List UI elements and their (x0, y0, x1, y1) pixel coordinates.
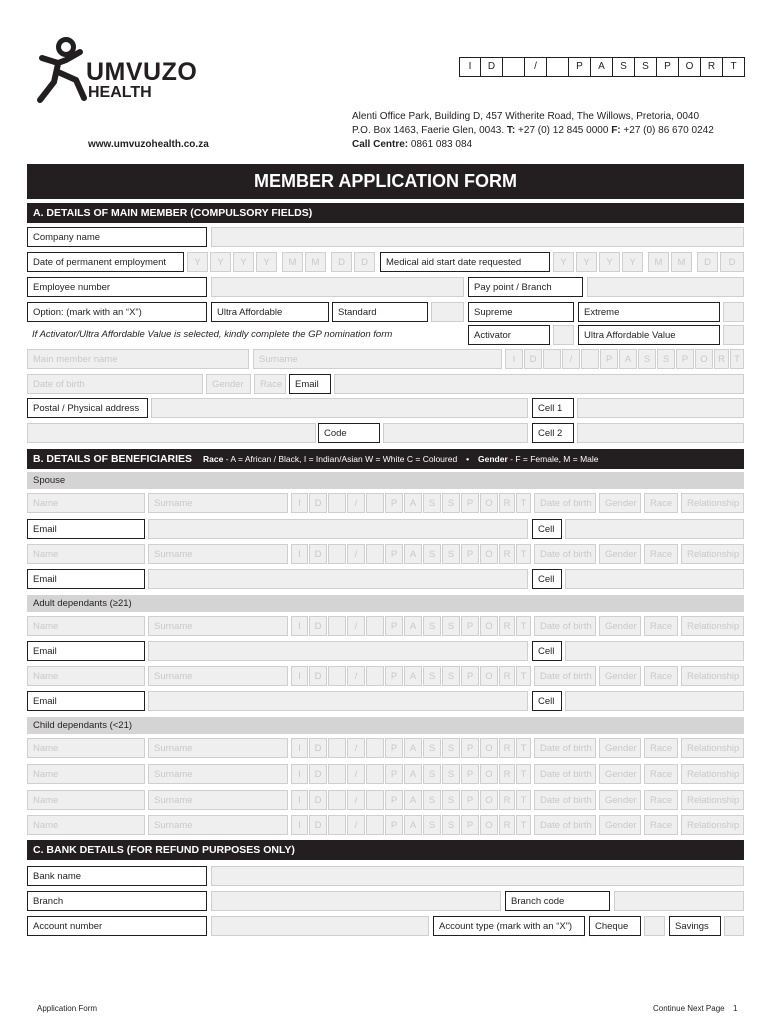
ben-id-cell[interactable]: P (385, 790, 403, 810)
ben-id-cell[interactable]: S (442, 493, 460, 513)
account-number-input[interactable] (211, 916, 429, 936)
ben-id-cell[interactable]: D (309, 764, 327, 784)
ben-id-cell[interactable] (366, 790, 384, 810)
ben-id-cell[interactable]: A (404, 544, 422, 564)
ben-id-cell[interactable]: D (309, 666, 327, 686)
child-dependants-heading: Child dependants (<21) (27, 717, 744, 734)
main-member-email-input[interactable] (334, 374, 744, 394)
main-member-dob-input[interactable]: Date of birth (27, 374, 203, 394)
medical-start-cell[interactable]: M (648, 252, 669, 272)
ben-email-input[interactable] (148, 691, 528, 711)
ben-id-cell[interactable]: D (309, 616, 327, 636)
ben-id-cell[interactable]: R (499, 764, 515, 784)
ben-id-cell[interactable]: P (461, 616, 479, 636)
ben-surname[interactable]: Surname (148, 764, 288, 784)
ben-id-cell[interactable] (366, 815, 384, 835)
ben-id-cell[interactable]: D (309, 738, 327, 758)
id-char[interactable]: O (679, 57, 701, 77)
brand-name: UMVUZO (86, 58, 198, 86)
company-name-input[interactable] (211, 227, 744, 247)
ben-relationship[interactable]: Relationship (681, 493, 744, 513)
ben-gender[interactable]: Gender (599, 493, 641, 513)
ben-id-cell[interactable]: P (385, 544, 403, 564)
date-perm-label: Date of permanent employment (27, 252, 184, 272)
ben-surname[interactable]: Surname (148, 666, 288, 686)
mm-id-cell[interactable]: O (695, 349, 713, 369)
ben-cell-label: Cell (532, 691, 562, 711)
ben-id-cell[interactable]: S (423, 616, 441, 636)
ben-id-cell[interactable]: I (291, 790, 308, 810)
ben-gender[interactable]: Gender (599, 616, 641, 636)
ben-id-cell[interactable] (328, 738, 346, 758)
ben-id-cell[interactable] (366, 666, 384, 686)
postal-address-label: Postal / Physical address (27, 398, 148, 418)
mm-id-cell[interactable] (543, 349, 561, 369)
ben-id-cell[interactable]: I (291, 738, 308, 758)
mm-id-cell[interactable]: I (505, 349, 523, 369)
ben-id-cell[interactable]: O (480, 616, 498, 636)
spouse-heading: Spouse (27, 472, 744, 489)
ben-dob[interactable]: Date of birth (534, 738, 596, 758)
ben-surname[interactable]: Surname (148, 790, 288, 810)
beneficiary-row (0, 790, 770, 812)
logo (36, 36, 216, 106)
ben-dob[interactable]: Date of birth (534, 790, 596, 810)
mm-id-cell[interactable]: P (676, 349, 694, 369)
ben-id-cell[interactable]: T (516, 764, 531, 784)
ben-id-cell[interactable]: R (499, 790, 515, 810)
id-char[interactable]: I (459, 57, 481, 77)
section-c-title: C. BANK DETAILS (FOR REFUND PURPOSES ONLY) (27, 840, 744, 860)
ben-id-cell[interactable] (328, 493, 346, 513)
ben-gender[interactable]: Gender (599, 790, 641, 810)
cell1-label: Cell 1 (532, 398, 574, 418)
ben-race[interactable]: Race (644, 616, 678, 636)
ben-name[interactable]: Name (27, 790, 145, 810)
id-char[interactable]: D (481, 57, 503, 77)
account-number-label: Account number (27, 916, 207, 936)
id-char[interactable]: S (613, 57, 635, 77)
ben-id-cell[interactable]: R (499, 738, 515, 758)
medical-start-label: Medical aid start date requested (380, 252, 550, 272)
mm-id-cell[interactable]: P (600, 349, 618, 369)
mm-id-cell[interactable]: T (730, 349, 744, 369)
option-ultra-affordable[interactable]: Ultra Affordable (211, 302, 329, 322)
date-perm-cell[interactable]: M (282, 252, 303, 272)
ben-relationship[interactable]: Relationship (681, 666, 744, 686)
adult-dependants-heading: Adult dependants (≥21) (27, 595, 744, 612)
ben-relationship[interactable]: Relationship (681, 764, 744, 784)
ben-id-cell[interactable]: S (423, 493, 441, 513)
ben-id-cell[interactable]: I (291, 815, 308, 835)
gender-key: Gender - F = Female, M = Male (478, 454, 599, 464)
section-b-heading: B. DETAILS OF BENEFICIARIES (33, 453, 193, 465)
ben-id-cell[interactable] (328, 764, 346, 784)
date-perm-cell[interactable]: Y (210, 252, 231, 272)
option-activator-check[interactable] (553, 325, 574, 345)
ben-id-cell[interactable]: O (480, 493, 498, 513)
ben-id-cell[interactable]: O (480, 666, 498, 686)
code-label: Code (318, 423, 380, 443)
id-char[interactable]: P (569, 57, 591, 77)
ben-dob[interactable]: Date of birth (534, 815, 596, 835)
ben-id-cell[interactable]: P (461, 764, 479, 784)
option-extreme[interactable]: Extreme (578, 302, 720, 322)
ben-id-cell[interactable]: T (516, 544, 531, 564)
ben-id-cell[interactable]: / (347, 738, 365, 758)
address-line2: P.O. Box 1463, Faerie Glen, 0043. T: +27 (0) 12 845 0000 F: +27 (0) 86 670 0242 (352, 125, 714, 136)
branch-code-label: Branch code (505, 891, 610, 911)
ben-id-cell[interactable]: / (347, 544, 365, 564)
beneficiary-row (0, 815, 770, 837)
ben-id-cell[interactable]: S (442, 790, 460, 810)
employee-number-label: Employee number (27, 277, 207, 297)
ben-email-input[interactable] (148, 569, 528, 589)
ben-relationship[interactable]: Relationship (681, 544, 744, 564)
ben-id-cell[interactable]: T (516, 790, 531, 810)
ben-race[interactable]: Race (644, 544, 678, 564)
mm-id-cell[interactable] (581, 349, 599, 369)
ben-gender[interactable]: Gender (599, 764, 641, 784)
company-name-label: Company name (27, 227, 207, 247)
address-line1: Alenti Office Park, Building D, 457 Witherite Road, The Willows, Pretoria, 0040 (352, 111, 700, 122)
ben-email-label: Email (27, 691, 145, 711)
ben-id-cell[interactable]: A (404, 493, 422, 513)
ben-id-cell[interactable] (366, 738, 384, 758)
ben-id-cell[interactable]: I (291, 666, 308, 686)
ben-cell-label: Cell (532, 519, 562, 539)
ben-cell-label: Cell (532, 569, 562, 589)
ben-id-cell[interactable]: P (385, 616, 403, 636)
ben-email-label: Email (27, 519, 145, 539)
cheque-option[interactable]: Cheque (589, 916, 641, 936)
call-centre: Call Centre: 0861 083 084 (352, 139, 473, 150)
medical-start-cell[interactable]: Y (576, 252, 597, 272)
ben-race[interactable]: Race (644, 493, 678, 513)
ben-id-cell[interactable]: A (404, 666, 422, 686)
beneficiary-row (0, 493, 770, 515)
ben-id-cell[interactable] (366, 764, 384, 784)
ben-id-cell[interactable] (328, 616, 346, 636)
website[interactable]: www.umvuzohealth.co.za (88, 139, 209, 150)
date-perm-cell[interactable]: Y (233, 252, 254, 272)
branch-input[interactable] (211, 891, 501, 911)
branch-label: Branch (27, 891, 207, 911)
ben-race[interactable]: Race (644, 764, 678, 784)
id-char[interactable]: R (701, 57, 723, 77)
ben-id-cell[interactable]: T (516, 738, 531, 758)
id-char[interactable]: A (591, 57, 613, 77)
ben-email-input[interactable] (148, 641, 528, 661)
ben-id-cell[interactable] (366, 544, 384, 564)
ben-cell-input[interactable] (565, 691, 744, 711)
ben-id-cell[interactable] (366, 493, 384, 513)
ben-id-cell[interactable]: S (423, 738, 441, 758)
medical-start-cell[interactable]: D (720, 252, 744, 272)
ben-id-cell[interactable]: R (499, 493, 515, 513)
ben-id-cell[interactable]: D (309, 815, 327, 835)
race-key: Race - A = African / Black, I = Indian/Asian W = White C = Coloured (203, 454, 458, 464)
savings-option[interactable]: Savings (669, 916, 721, 936)
ben-id-cell[interactable]: T (516, 493, 531, 513)
cell2-input[interactable] (577, 423, 744, 443)
ben-id-cell[interactable]: S (442, 544, 460, 564)
ben-name[interactable]: Name (27, 616, 145, 636)
ben-id-cell[interactable]: S (423, 666, 441, 686)
ben-name[interactable]: Name (27, 764, 145, 784)
option-standard[interactable]: Standard (332, 302, 428, 322)
form-title-bar (27, 164, 744, 199)
date-perm-cell[interactable]: Y (256, 252, 277, 272)
ben-id-cell[interactable]: P (461, 493, 479, 513)
bank-name-input[interactable] (211, 866, 744, 886)
beneficiary-row (0, 544, 770, 566)
id-char[interactable]: T (723, 57, 745, 77)
main-member-race-input[interactable]: Race (254, 374, 286, 394)
ben-id-cell[interactable]: R (499, 616, 515, 636)
ben-name[interactable]: Name (27, 738, 145, 758)
ben-dob[interactable]: Date of birth (534, 544, 596, 564)
address-block (352, 110, 752, 152)
ben-id-cell[interactable] (328, 666, 346, 686)
ben-id-cell[interactable]: I (291, 616, 308, 636)
ben-id-cell[interactable]: / (347, 764, 365, 784)
postal-address-input[interactable] (151, 398, 528, 418)
ben-id-cell[interactable]: I (291, 544, 308, 564)
main-member-name-input[interactable]: Main member name (27, 349, 249, 369)
ben-id-cell[interactable]: R (499, 815, 515, 835)
ben-name[interactable]: Name (27, 544, 145, 564)
medical-start-cell[interactable]: Y (622, 252, 643, 272)
option-uav-check[interactable] (723, 325, 744, 345)
header-id-passport (459, 57, 745, 77)
ben-id-cell[interactable]: T (516, 616, 531, 636)
beneficiary-row (0, 666, 770, 688)
ben-id-cell[interactable] (328, 544, 346, 564)
mm-id-cell[interactable]: R (714, 349, 729, 369)
ben-name[interactable]: Name (27, 815, 145, 835)
ben-id-cell[interactable]: O (480, 764, 498, 784)
page-number: 1 (733, 1004, 738, 1013)
medical-start-cell[interactable]: Y (553, 252, 574, 272)
medical-start-cell[interactable]: Y (599, 252, 620, 272)
ben-id-cell[interactable]: S (423, 764, 441, 784)
ben-id-cell[interactable]: S (423, 815, 441, 835)
ben-id-cell[interactable]: D (309, 544, 327, 564)
footer-left: Application Form (37, 1004, 98, 1013)
branch-code-input[interactable] (614, 891, 744, 911)
beneficiary-row (0, 738, 770, 760)
ben-id-cell[interactable]: A (404, 738, 422, 758)
section-b-title (27, 449, 744, 469)
cheque-check[interactable] (644, 916, 665, 936)
ben-race[interactable]: Race (644, 738, 678, 758)
ben-id-cell[interactable]: S (442, 616, 460, 636)
ben-id-cell[interactable]: O (480, 815, 498, 835)
ben-surname[interactable]: Surname (148, 616, 288, 636)
employee-number-input[interactable] (211, 277, 464, 297)
ben-id-cell[interactable]: P (385, 764, 403, 784)
ben-id-cell[interactable]: A (404, 790, 422, 810)
main-member-gender-input[interactable]: Gender (206, 374, 251, 394)
ben-id-cell[interactable]: P (385, 493, 403, 513)
mm-id-cell[interactable]: D (524, 349, 542, 369)
ben-gender[interactable]: Gender (599, 666, 641, 686)
ben-id-cell[interactable]: O (480, 544, 498, 564)
ben-relationship[interactable]: Relationship (681, 616, 744, 636)
ben-id-cell[interactable]: T (516, 815, 531, 835)
ben-gender[interactable]: Gender (599, 544, 641, 564)
ben-id-cell[interactable]: R (499, 544, 515, 564)
ben-id-cell[interactable]: P (461, 738, 479, 758)
ben-id-cell[interactable]: A (404, 616, 422, 636)
gp-nomination-note: If Activator/Ultra Affordable Value is selected, kindly complete the GP nomination form (32, 329, 393, 340)
option-label: Option: (mark with an “X”) (27, 302, 207, 322)
ben-id-cell[interactable] (328, 790, 346, 810)
section-a-title: A. DETAILS OF MAIN MEMBER (COMPULSORY FIELDS) (27, 203, 744, 223)
postal-address-line2-input[interactable] (27, 423, 316, 443)
ben-name[interactable]: Name (27, 493, 145, 513)
ben-id-cell[interactable]: O (480, 790, 498, 810)
account-type-label: Account type (mark with an “X”) (433, 916, 585, 936)
ben-id-cell[interactable]: T (516, 666, 531, 686)
cell2-label: Cell 2 (532, 423, 574, 443)
cell1-input[interactable] (577, 398, 744, 418)
main-member-surname-input[interactable]: Surname (253, 349, 502, 369)
date-perm-cell[interactable]: Y (187, 252, 208, 272)
ben-cell-label: Cell (532, 641, 562, 661)
ben-id-cell[interactable]: S (423, 544, 441, 564)
mm-id-cell[interactable]: A (619, 349, 637, 369)
brand-sub: HEALTH (88, 84, 152, 101)
ben-dob[interactable]: Date of birth (534, 616, 596, 636)
ben-surname[interactable]: Surname (148, 738, 288, 758)
ben-id-cell[interactable]: P (461, 666, 479, 686)
ben-email-input[interactable] (148, 519, 528, 539)
ben-id-cell[interactable]: P (461, 544, 479, 564)
ben-relationship[interactable]: Relationship (681, 815, 744, 835)
ben-dob[interactable]: Date of birth (534, 764, 596, 784)
date-perm-cell[interactable]: M (305, 252, 326, 272)
ben-gender[interactable]: Gender (599, 815, 641, 835)
ben-id-cell[interactable]: O (480, 738, 498, 758)
ben-id-cell[interactable]: S (442, 738, 460, 758)
pay-point-input[interactable] (587, 277, 744, 297)
id-char[interactable] (547, 57, 569, 77)
footer-continue: Continue Next Page (653, 1004, 725, 1013)
ben-race[interactable]: Race (644, 815, 678, 835)
ben-surname[interactable]: Surname (148, 544, 288, 564)
main-member-email-label: Email (289, 374, 331, 394)
ben-email-label: Email (27, 641, 145, 661)
ben-surname[interactable]: Surname (148, 493, 288, 513)
ben-id-cell[interactable]: D (309, 790, 327, 810)
option-supreme[interactable]: Supreme (468, 302, 574, 322)
ben-id-cell[interactable]: P (385, 666, 403, 686)
id-char[interactable]: / (525, 57, 547, 77)
ben-relationship[interactable]: Relationship (681, 738, 744, 758)
bullet: • (466, 454, 470, 464)
ben-id-cell[interactable]: / (347, 666, 365, 686)
bank-name-label: Bank name (27, 866, 207, 886)
pay-point-label: Pay point / Branch (468, 277, 583, 297)
ben-id-cell[interactable] (328, 815, 346, 835)
date-perm-cell[interactable]: D (331, 252, 352, 272)
option-standard-check[interactable] (431, 302, 464, 322)
ben-id-cell[interactable]: / (347, 616, 365, 636)
ben-id-cell[interactable]: / (347, 790, 365, 810)
ben-cell-input[interactable] (565, 641, 744, 661)
ben-id-cell[interactable]: P (461, 815, 479, 835)
ben-race[interactable]: Race (644, 790, 678, 810)
option-activator[interactable]: Activator (468, 325, 550, 345)
ben-id-cell[interactable]: P (385, 815, 403, 835)
mm-id-cell[interactable]: S (638, 349, 656, 369)
ben-id-cell[interactable]: S (423, 790, 441, 810)
ben-id-cell[interactable]: S (442, 764, 460, 784)
medical-start-cell[interactable]: D (697, 252, 718, 272)
ben-id-cell[interactable]: / (347, 493, 365, 513)
option-ultra-affordable-value[interactable]: Ultra Affordable Value (578, 325, 720, 345)
date-perm-cell[interactable]: D (354, 252, 375, 272)
ben-dob[interactable]: Date of birth (534, 666, 596, 686)
ben-surname[interactable]: Surname (148, 815, 288, 835)
code-input[interactable] (383, 423, 528, 443)
ben-race[interactable]: Race (644, 666, 678, 686)
ben-name[interactable]: Name (27, 666, 145, 686)
beneficiary-row (0, 764, 770, 786)
ben-id-cell[interactable]: S (442, 815, 460, 835)
ben-id-cell[interactable]: A (404, 815, 422, 835)
ben-id-cell[interactable]: P (461, 790, 479, 810)
ben-id-cell[interactable]: I (291, 764, 308, 784)
ben-id-cell[interactable]: I (291, 493, 308, 513)
medical-start-cell[interactable]: M (671, 252, 692, 272)
mm-id-cell[interactable]: S (657, 349, 675, 369)
id-char[interactable]: S (635, 57, 657, 77)
id-char[interactable] (503, 57, 525, 77)
ben-id-cell[interactable] (366, 616, 384, 636)
ben-id-cell[interactable]: A (404, 764, 422, 784)
form-title: MEMBER APPLICATION FORM (254, 171, 517, 191)
ben-dob[interactable]: Date of birth (534, 493, 596, 513)
id-char[interactable]: P (657, 57, 679, 77)
ben-cell-input[interactable] (565, 519, 744, 539)
mm-id-cell[interactable]: / (562, 349, 580, 369)
ben-id-cell[interactable]: / (347, 815, 365, 835)
ben-id-cell[interactable]: D (309, 493, 327, 513)
ben-id-cell[interactable]: R (499, 666, 515, 686)
ben-id-cell[interactable]: P (385, 738, 403, 758)
savings-check[interactable] (724, 916, 744, 936)
ben-id-cell[interactable]: S (442, 666, 460, 686)
beneficiary-row (0, 616, 770, 638)
ben-relationship[interactable]: Relationship (681, 790, 744, 810)
ben-gender[interactable]: Gender (599, 738, 641, 758)
ben-cell-input[interactable] (565, 569, 744, 589)
option-extreme-check[interactable] (723, 302, 744, 322)
ben-email-label: Email (27, 569, 145, 589)
